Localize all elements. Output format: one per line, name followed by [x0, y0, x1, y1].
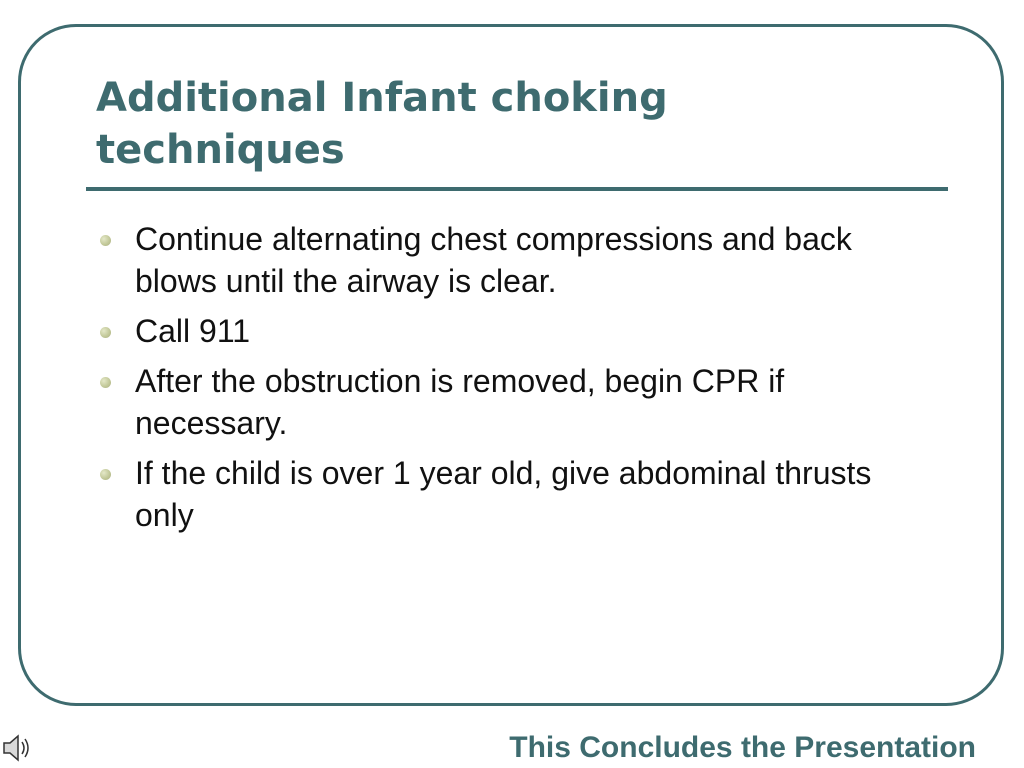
- list-item: [98, 218, 928, 302]
- list-item: [98, 360, 928, 444]
- conclusion-link[interactable]: This Concludes the Presentation: [509, 731, 976, 764]
- bullet-text: Call 911: [135, 313, 251, 349]
- list-item: [98, 452, 928, 536]
- bullet-list: [98, 218, 928, 544]
- bullet-icon: [100, 235, 111, 246]
- bullet-icon: [100, 469, 111, 480]
- bullet-text: After the obstruction is removed, begin CPR if necessary.: [135, 363, 785, 441]
- title-divider: [86, 187, 948, 191]
- speaker-sound-icon-graphic: [0, 730, 36, 766]
- bullet-text: Continue alternating chest compressions and back blows until the airway is clear.: [135, 221, 852, 299]
- bullet-icon: [100, 327, 111, 338]
- slide-title: Additional Infant choking techniques: [96, 75, 668, 173]
- bullet-text: If the child is over 1 year old, give abdominal thrusts only: [135, 455, 872, 533]
- list-item: [98, 310, 928, 352]
- speaker-sound-icon[interactable]: [0, 730, 36, 766]
- bullet-icon: [100, 377, 111, 388]
